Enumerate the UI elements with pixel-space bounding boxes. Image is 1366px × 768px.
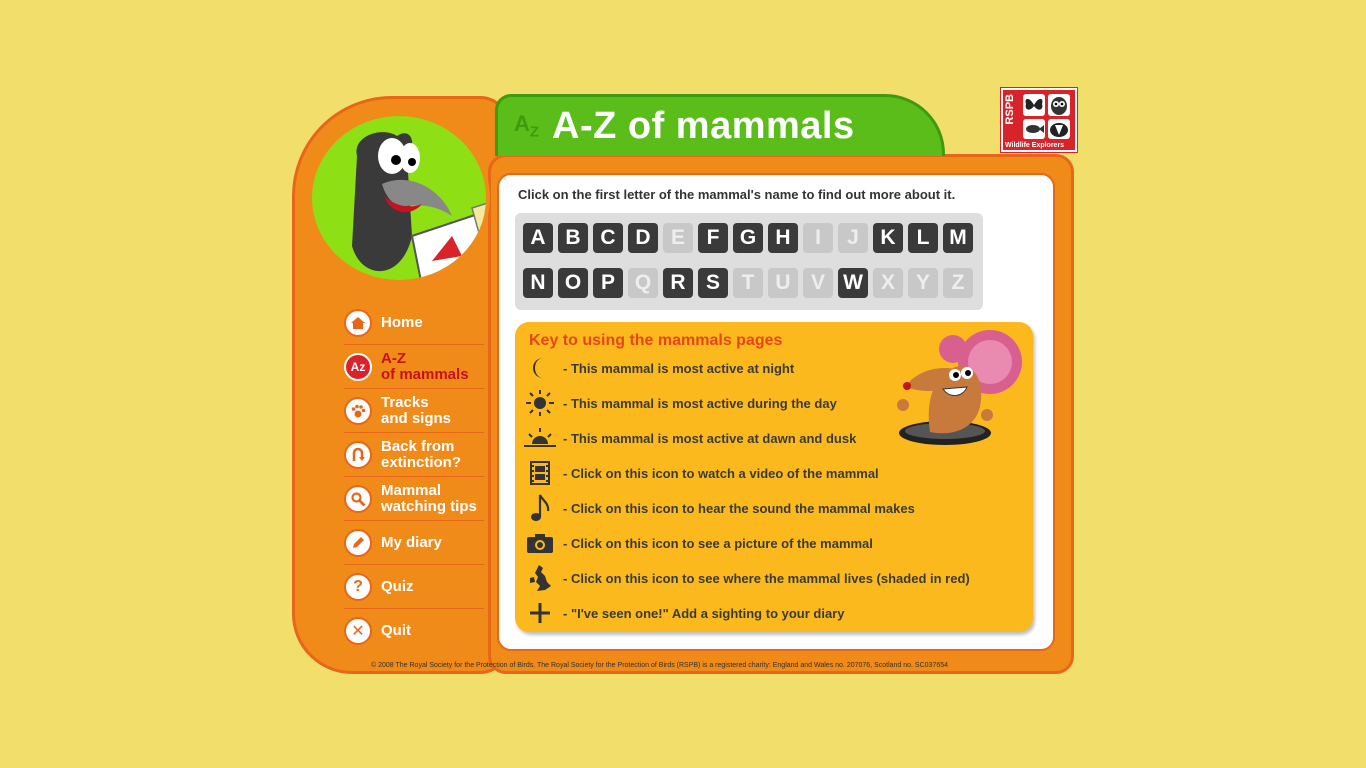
key-text-picture: - Click on this icon to see a picture of the mammal [563,535,873,551]
letter-button-y: Y [908,268,938,298]
letter-button-f[interactable]: F [698,223,728,253]
letter-button-c[interactable]: C [593,223,623,253]
nav-item-quit[interactable] [344,609,484,652]
nav-label-quit: Quit [381,621,411,639]
fish-icon [1023,119,1045,139]
magnifier-icon [344,485,372,513]
letter-button-d[interactable]: D [628,223,658,253]
nav-item-tracks[interactable] [344,389,484,433]
letter-button-q: Q [628,268,658,298]
sunrise-icon [523,423,557,453]
nav-label-tracks: Tracks and signs [381,393,452,427]
key-row-day [523,388,837,418]
letter-button-b[interactable]: B [558,223,588,253]
nav-item-home[interactable] [344,302,484,345]
nav-item-watching-tips[interactable] [344,477,484,521]
nav-item-extinction[interactable] [344,433,484,477]
nav-label-home: Home [381,314,423,331]
key-row-map [523,563,970,593]
film-icon [523,458,557,488]
alphabet-grid [515,213,983,310]
butterfly-icon [1023,94,1045,116]
letter-button-j: J [838,223,868,253]
letter-button-n[interactable]: N [523,268,553,298]
letter-button-r[interactable]: R [663,268,693,298]
letter-button-m[interactable]: M [943,223,973,253]
nav-label-quiz: Quiz [381,577,414,595]
letter-button-k[interactable]: K [873,223,903,253]
camera-icon [523,528,557,558]
nav-label-extinction: Back from extinction? [381,437,462,471]
logo-letters: RSPB [1004,94,1016,125]
key-panel [515,322,1033,632]
letter-button-t: T [733,268,763,298]
moon-icon [523,353,557,383]
mouse-mascot-icon [895,327,1025,447]
key-row-night [523,353,794,383]
letter-button-z: Z [943,268,973,298]
key-text-night: - This mammal is most active at night [563,360,795,376]
plus-icon [523,598,557,628]
crow-mascot-frame [308,112,490,284]
rspb-logo[interactable] [1001,88,1077,152]
letter-button-e: E [663,223,693,253]
copyright-footer: © 2008 The Royal Society for the Protection of Birds. The Royal Society for the Protection of Birds (RSPB) is a registered charity: England and Wales no. 207076, Scotland no. SC037654 [371,662,949,669]
music-note-icon [523,493,557,523]
owl-icon [1048,94,1070,116]
uk-map-icon [523,563,557,593]
key-row-sound [523,493,915,523]
letter-button-w[interactable]: W [838,268,868,298]
nav-item-a-z[interactable] [344,345,484,389]
letter-button-g[interactable]: G [733,223,763,253]
nav-label-my-diary: My diary [381,533,442,551]
letter-button-p[interactable]: P [593,268,623,298]
letter-button-h[interactable]: H [768,223,798,253]
key-text-sound: - Click on this icon to hear the sound the mammal makes [563,500,915,516]
alphabet-row-1 [523,223,973,253]
letter-button-a[interactable]: A [523,223,553,253]
letter-button-u: U [768,268,798,298]
instruction-text: Click on the first letter of the mammal's name to find out more about it. [518,187,956,202]
nav-label-a-z: A-Z of mammals [381,349,469,383]
nav-item-my-diary[interactable] [344,521,484,565]
letter-button-x: X [873,268,903,298]
badger-icon [1048,119,1070,139]
key-row-picture [523,528,873,558]
az-icon: Az [344,353,372,381]
crow-mascot-icon [312,116,490,284]
main-navigation [344,302,484,652]
key-text-sighting: - "I've seen one!" Add a sighting to your diary [563,605,845,621]
nav-label-watching-tips: Mammal watching tips [381,481,477,515]
letter-button-v: V [803,268,833,298]
key-text-video: - Click on this icon to watch a video of the mammal [563,465,879,481]
key-row-video [523,458,879,488]
close-icon: ✕ [344,617,372,645]
key-text-map: - Click on this icon to see where the mammal lives (shaded in red) [563,570,970,586]
u-turn-icon [344,441,372,469]
question-icon: ? [344,573,372,601]
key-text-day: - This mammal is most active during the day [563,395,837,411]
letter-button-o[interactable]: O [558,268,588,298]
key-row-sighting [523,598,844,628]
key-text-dawn-dusk: - This mammal is most active at dawn and dusk [563,430,857,446]
house-icon [344,309,372,337]
nav-item-quiz[interactable] [344,565,484,609]
letter-button-l[interactable]: L [908,223,938,253]
alphabet-row-2 [523,268,973,298]
page-title: A-Z of mammals [552,105,855,147]
sun-icon [523,388,557,418]
key-row-dawn-dusk [523,423,856,453]
az-title-icon: $A_Z$ [514,111,540,141]
letter-button-i: I [803,223,833,253]
paw-print-icon [344,397,372,425]
pencil-icon [344,529,372,557]
title-tab [495,94,945,156]
key-title: Key to using the mammals pages [529,332,783,349]
logo-tagline: Wildlife Explorers [1005,142,1065,149]
letter-button-s[interactable]: S [698,268,728,298]
